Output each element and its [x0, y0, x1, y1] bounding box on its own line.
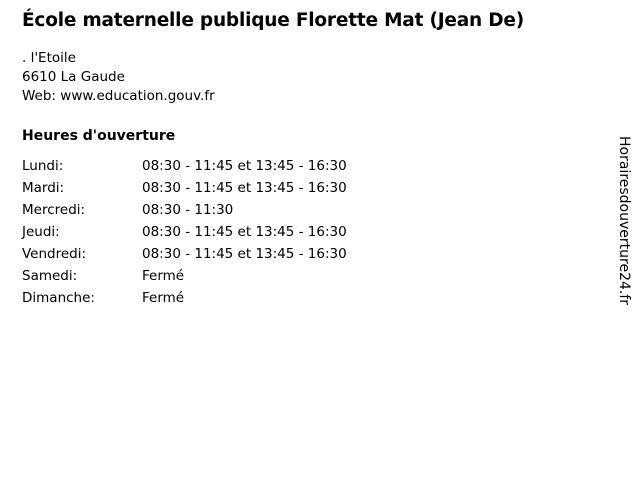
day-label: Samedi:	[22, 268, 78, 284]
page-title: École maternelle publique Florette Mat (Jean De)	[22, 10, 524, 31]
day-label: Mardi:	[22, 180, 65, 196]
info-card	[22, 10, 602, 312]
address-city: 6610 La Gaude	[22, 69, 125, 85]
day-hours: Fermé	[142, 268, 185, 284]
table-row	[22, 158, 347, 180]
day-label: Dimanche:	[22, 290, 95, 306]
day-label: Mercredi:	[22, 202, 86, 218]
day-label: Vendredi:	[22, 246, 87, 262]
table-row	[22, 290, 347, 312]
watermark-label: Horairesdouverture24.fr	[616, 136, 632, 306]
address-website: Web: www.education.gouv.fr	[22, 88, 215, 104]
opening-hours-table	[22, 158, 347, 312]
day-hours: 08:30 - 11:45 et 13:45 - 16:30	[142, 158, 347, 174]
day-hours: 08:30 - 11:45 et 13:45 - 16:30	[142, 246, 347, 262]
table-row	[22, 246, 347, 268]
table-row	[22, 180, 347, 202]
opening-hours-heading: Heures d'ouverture	[22, 128, 176, 144]
day-hours: 08:30 - 11:30	[142, 202, 234, 218]
table-row	[22, 224, 347, 246]
address-block	[22, 49, 602, 106]
day-hours: Fermé	[142, 290, 185, 306]
day-label: Lundi:	[22, 158, 64, 174]
table-row	[22, 268, 347, 290]
day-hours: 08:30 - 11:45 et 13:45 - 16:30	[142, 180, 347, 196]
address-street: . l'Etoile	[22, 50, 76, 66]
day-label: Jeudi:	[22, 224, 60, 240]
day-hours: 08:30 - 11:45 et 13:45 - 16:30	[142, 224, 347, 240]
table-row	[22, 202, 347, 224]
